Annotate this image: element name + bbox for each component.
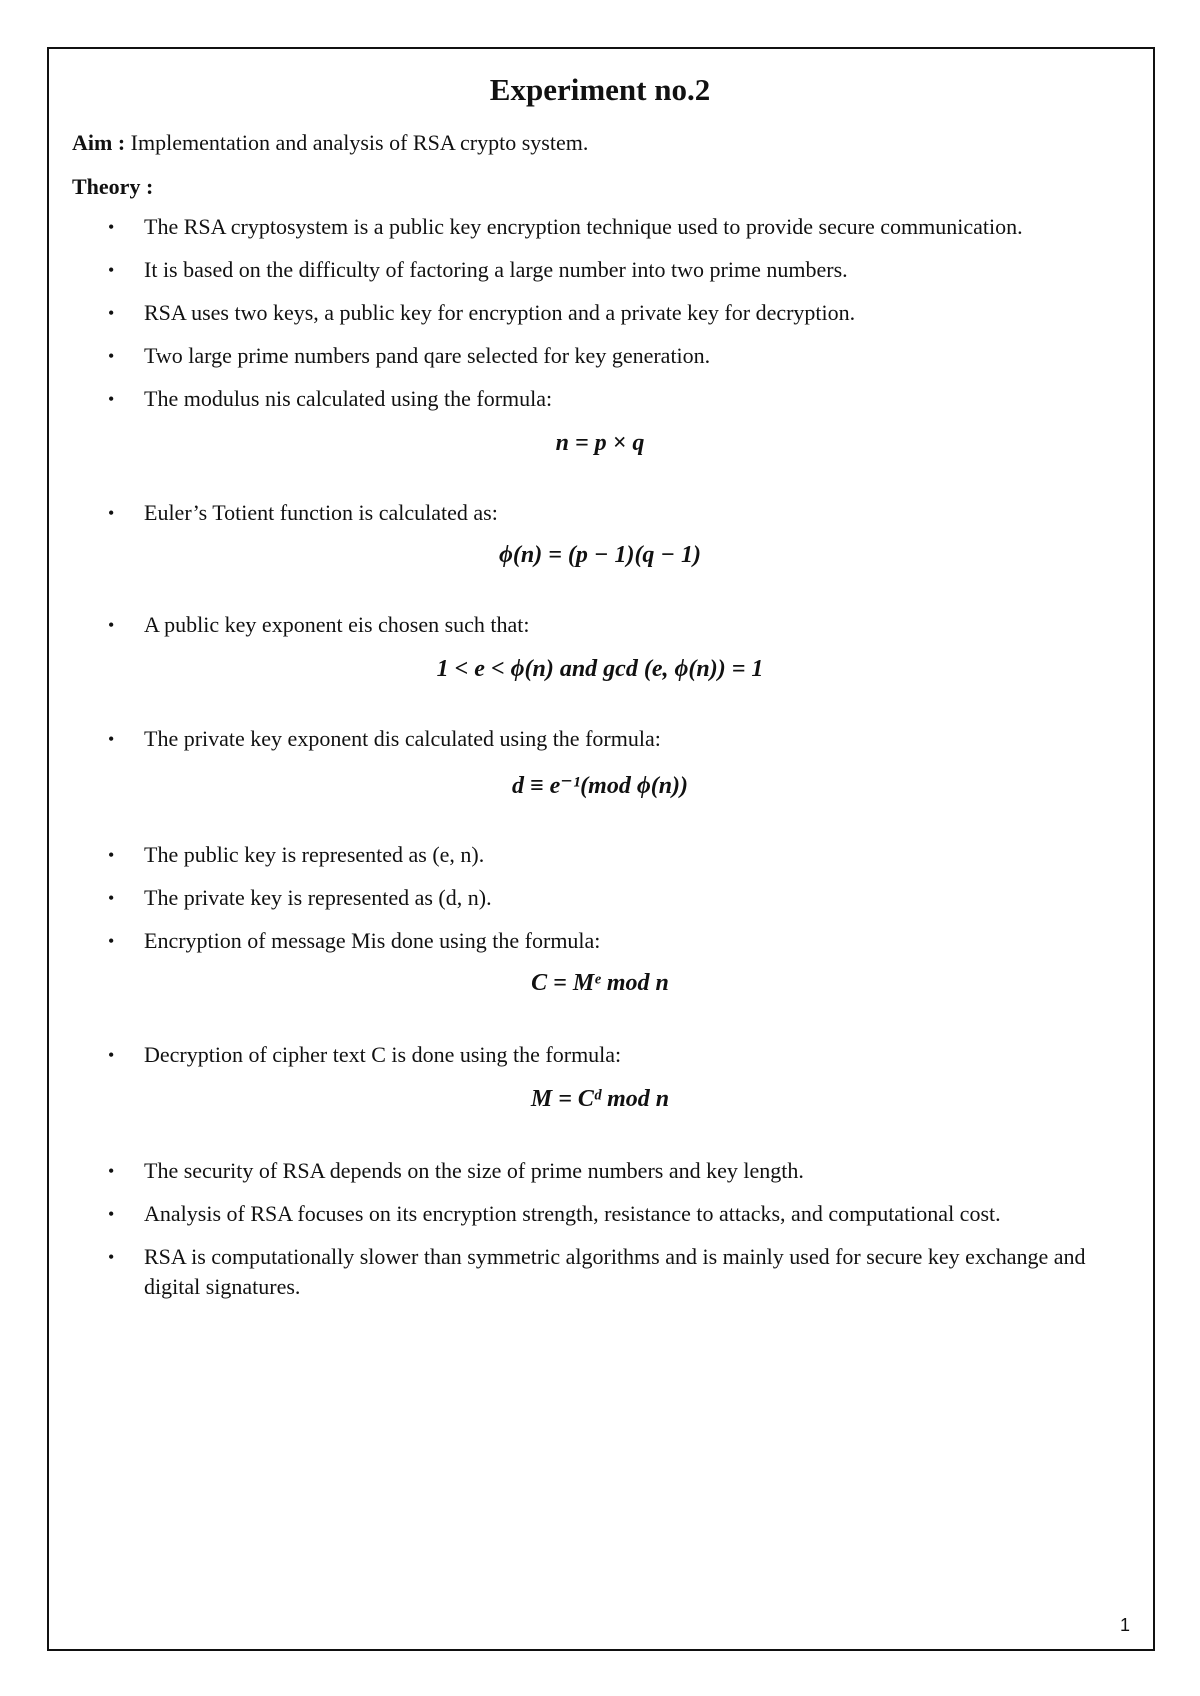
bullet-text: The RSA cryptosystem is a public key encryption technique used to provide secure communication.	[144, 214, 1023, 239]
bullet-icon: •	[108, 389, 115, 409]
formula-public-exponent: 1 < e < ϕ(n) and gcd (e, ϕ(n)) = 1	[436, 656, 764, 682]
bullet-text: The public key is represented as (e, n).	[144, 842, 485, 867]
aim-text: Implementation and analysis of RSA crypto system.	[125, 130, 589, 155]
bullet-icon: •	[108, 845, 115, 865]
page-number: 1	[1119, 1615, 1130, 1635]
bullet-icon: •	[108, 729, 115, 749]
bullet-icon: •	[108, 260, 115, 280]
bullet-text: The security of RSA depends on the size of prime numbers and key length.	[144, 1158, 804, 1183]
page-title: Experiment no.2	[489, 72, 711, 107]
bullet-text: Euler’s Totient function is calculated as:	[144, 500, 498, 525]
formula-totient: ϕ(n) = (p − 1)(q − 1)	[499, 542, 701, 568]
bullet-icon: •	[108, 1161, 115, 1181]
bullet-icon: •	[108, 1045, 115, 1065]
bullet-text: Two large prime numbers pand qare selected for key generation.	[144, 343, 711, 368]
bullet-text: A public key exponent eis chosen such that:	[144, 612, 530, 637]
bullet-text: RSA is computationally slower than symmetric algorithms and is mainly used for secure key exchange and digital signatures.	[144, 1244, 1086, 1299]
bullet-text: The private key exponent dis calculated using the formula:	[144, 726, 661, 751]
bullet-icon: •	[108, 888, 115, 908]
formula-private-exponent: d ≡ e⁻¹(mod ϕ(n))	[511, 773, 689, 799]
bullet-text: The modulus nis calculated using the formula:	[144, 386, 553, 411]
bullet-icon: •	[108, 303, 115, 323]
bullet-text: It is based on the difficulty of factoring a large number into two prime numbers.	[144, 257, 848, 282]
formula-encryption: C = Mᵉ mod n	[531, 970, 669, 996]
theory-label: Theory :	[72, 174, 154, 199]
formula-decryption: M = Cᵈ mod n	[530, 1086, 670, 1112]
bullet-icon: •	[108, 615, 115, 635]
bullet-icon: •	[108, 1204, 115, 1224]
aim-label: Aim :	[72, 130, 126, 155]
bullet-text: Decryption of cipher text C is done using the formula:	[144, 1042, 622, 1067]
aim-line	[72, 130, 588, 156]
formula-modulus: n = p × q	[555, 430, 645, 456]
bullet-icon: •	[108, 931, 115, 951]
bullet-icon: •	[108, 503, 115, 523]
bullet-icon: •	[108, 346, 115, 366]
bullet-text: The private key is represented as (d, n).	[144, 885, 492, 910]
bullet-text: Encryption of message Mis done using the formula:	[144, 928, 601, 953]
theory-heading	[72, 174, 153, 200]
bullet-text: RSA uses two keys, a public key for encryption and a private key for decryption.	[144, 300, 856, 325]
bullet-icon: •	[108, 217, 115, 237]
bullet-text: Analysis of RSA focuses on its encryption strength, resistance to attacks, and computational cost.	[144, 1201, 1001, 1226]
bullet-icon: •	[108, 1247, 115, 1267]
